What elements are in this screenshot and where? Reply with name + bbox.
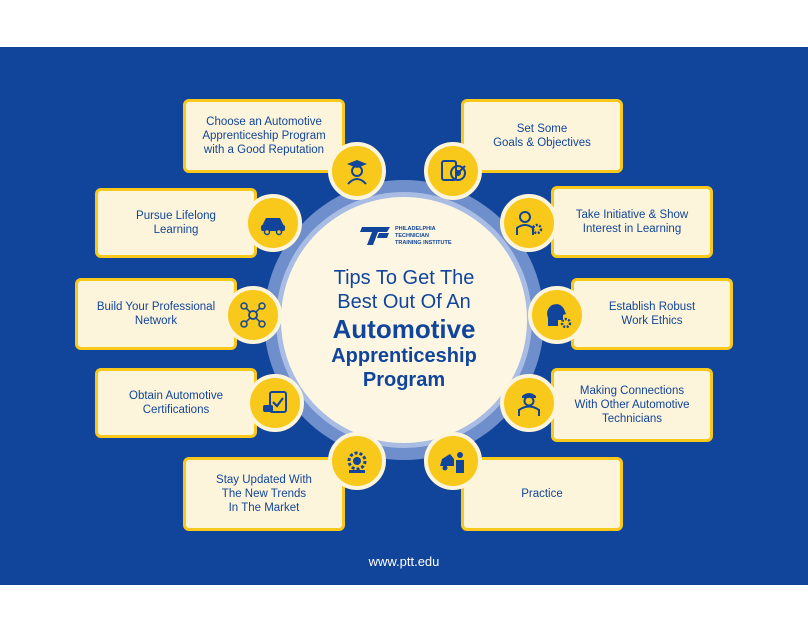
tip-text-trends: Stay Updated With The New Trends In The Market — [216, 474, 312, 514]
ptti-logo — [360, 224, 480, 250]
tip-text-network: Build Your Professional Network — [96, 301, 216, 327]
tip-text-goals: Set Some Goals & Objectives — [493, 123, 591, 149]
tip-badge-practice — [424, 432, 482, 490]
tip-card-ethics — [571, 278, 733, 350]
tip-card-goals — [461, 99, 623, 173]
car-repair-icon — [438, 446, 468, 476]
tip-badge-lifelong — [244, 194, 302, 252]
title-line-2: Best Out Of An — [337, 291, 471, 313]
title-line-4: Apprenticeship — [331, 345, 477, 367]
tip-card-trends — [183, 457, 345, 531]
tip-badge-network — [224, 286, 282, 344]
target-icon — [438, 156, 468, 186]
logo-text: PHILADELPHIA TECHNICIAN TRAINING INSTITUTE — [395, 226, 452, 246]
tip-card-connections — [551, 368, 713, 442]
tip-badge-trends — [328, 432, 386, 490]
tip-text-reputation: Choose an Automotive Apprenticeship Program with a Good Reputation — [202, 116, 326, 156]
head-gear-icon — [542, 300, 572, 330]
tip-card-practice — [461, 457, 623, 531]
tip-text-connections: Making Connections With Other Automotive Technicians — [574, 385, 690, 425]
worker-gear-icon — [514, 208, 544, 238]
main-title — [290, 266, 518, 392]
certificate-icon — [260, 388, 290, 418]
technician-icon — [514, 388, 544, 418]
tip-badge-certifications — [246, 374, 304, 432]
tip-badge-initiative — [500, 194, 558, 252]
ptti-logo-icon — [360, 224, 392, 248]
graduate-icon — [342, 156, 372, 186]
tip-text-practice: Practice — [521, 488, 563, 500]
tip-badge-reputation — [328, 142, 386, 200]
tip-badge-goals — [424, 142, 482, 200]
tip-card-reputation — [183, 99, 345, 173]
car-icon — [258, 208, 288, 238]
title-line-3: Automotive — [332, 314, 476, 344]
tip-text-ethics: Establish Robust Work Ethics — [608, 301, 696, 327]
tip-text-initiative: Take Initiative & Show Interest in Learning — [575, 209, 689, 235]
tip-text-lifelong: Pursue Lifelong Learning — [136, 210, 216, 236]
tip-card-certifications — [95, 368, 257, 438]
tip-card-network — [75, 278, 237, 350]
title-line-1: Tips To Get The — [333, 267, 475, 289]
title-line-5: Program — [362, 369, 446, 391]
tip-badge-ethics — [528, 286, 586, 344]
tip-card-initiative — [551, 186, 713, 258]
tip-text-certifications: Obtain Automotive Certifications — [129, 390, 223, 416]
gear-icon — [342, 446, 372, 476]
tip-card-lifelong — [95, 188, 257, 258]
website-url: www.ptt.edu — [368, 554, 440, 569]
tip-badge-connections — [500, 374, 558, 432]
network-icon — [238, 300, 268, 330]
